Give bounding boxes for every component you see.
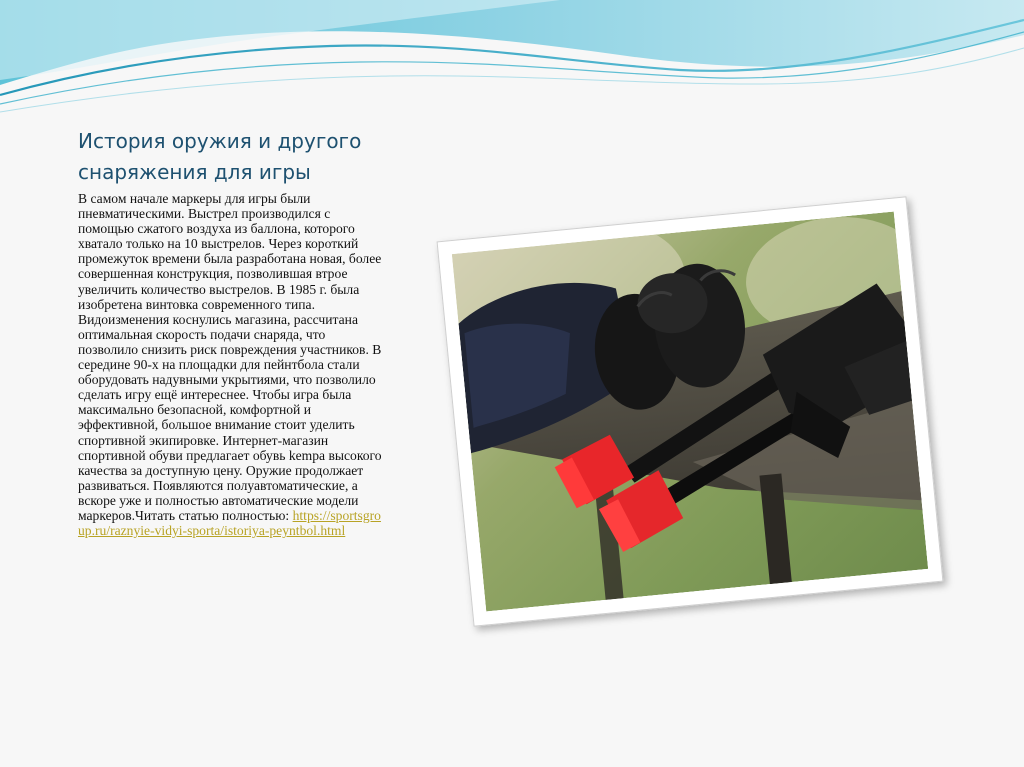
paintball-photo	[452, 212, 928, 612]
body-paragraph: В самом начале маркеры для игры были пневматическими. Выстрел производился с помощью сжатого воздуха из баллона, которого хватало только на 10 выстрелов. Через короткий промежуток времени была разработана новая, более совершенная конструкция, позволившая втрое увеличить количество выстрелов. В 1985 г. была изобретена винтовка современного типа. Видоизменения коснулись магазина, рассчитана оптимальная скорость подачи снаряда, что позволило снизить риск повреждения участников. В середине 90-х на площадки для пейнтбола стали оборудовать надувными укрытиями, что позволило сделать игру ещё интереснее. Чтобы игра была максимально безопасной, комфортной и эффективной, большое внимание стоит уделить спортивной экипировке. Интернет-магазин спортивной обуви предлагает обувь kempa высокого качества за доступную цену. Оружие продолжает развиваться. Появляются полуавтоматические, а вскоре уже и полностью автоматические модели маркеров.Читать статью полностью:	[78, 191, 382, 523]
slide-body	[78, 191, 383, 538]
photo-frame	[437, 196, 944, 626]
article-link[interactable]: https://sportsgroup.ru/raznyie-vidyi-sporta/istoriya-peyntbol.html	[78, 507, 381, 539]
decorative-wave	[0, 0, 1024, 120]
slide-title: История оружия и другого снаряжения для игры	[78, 129, 362, 184]
